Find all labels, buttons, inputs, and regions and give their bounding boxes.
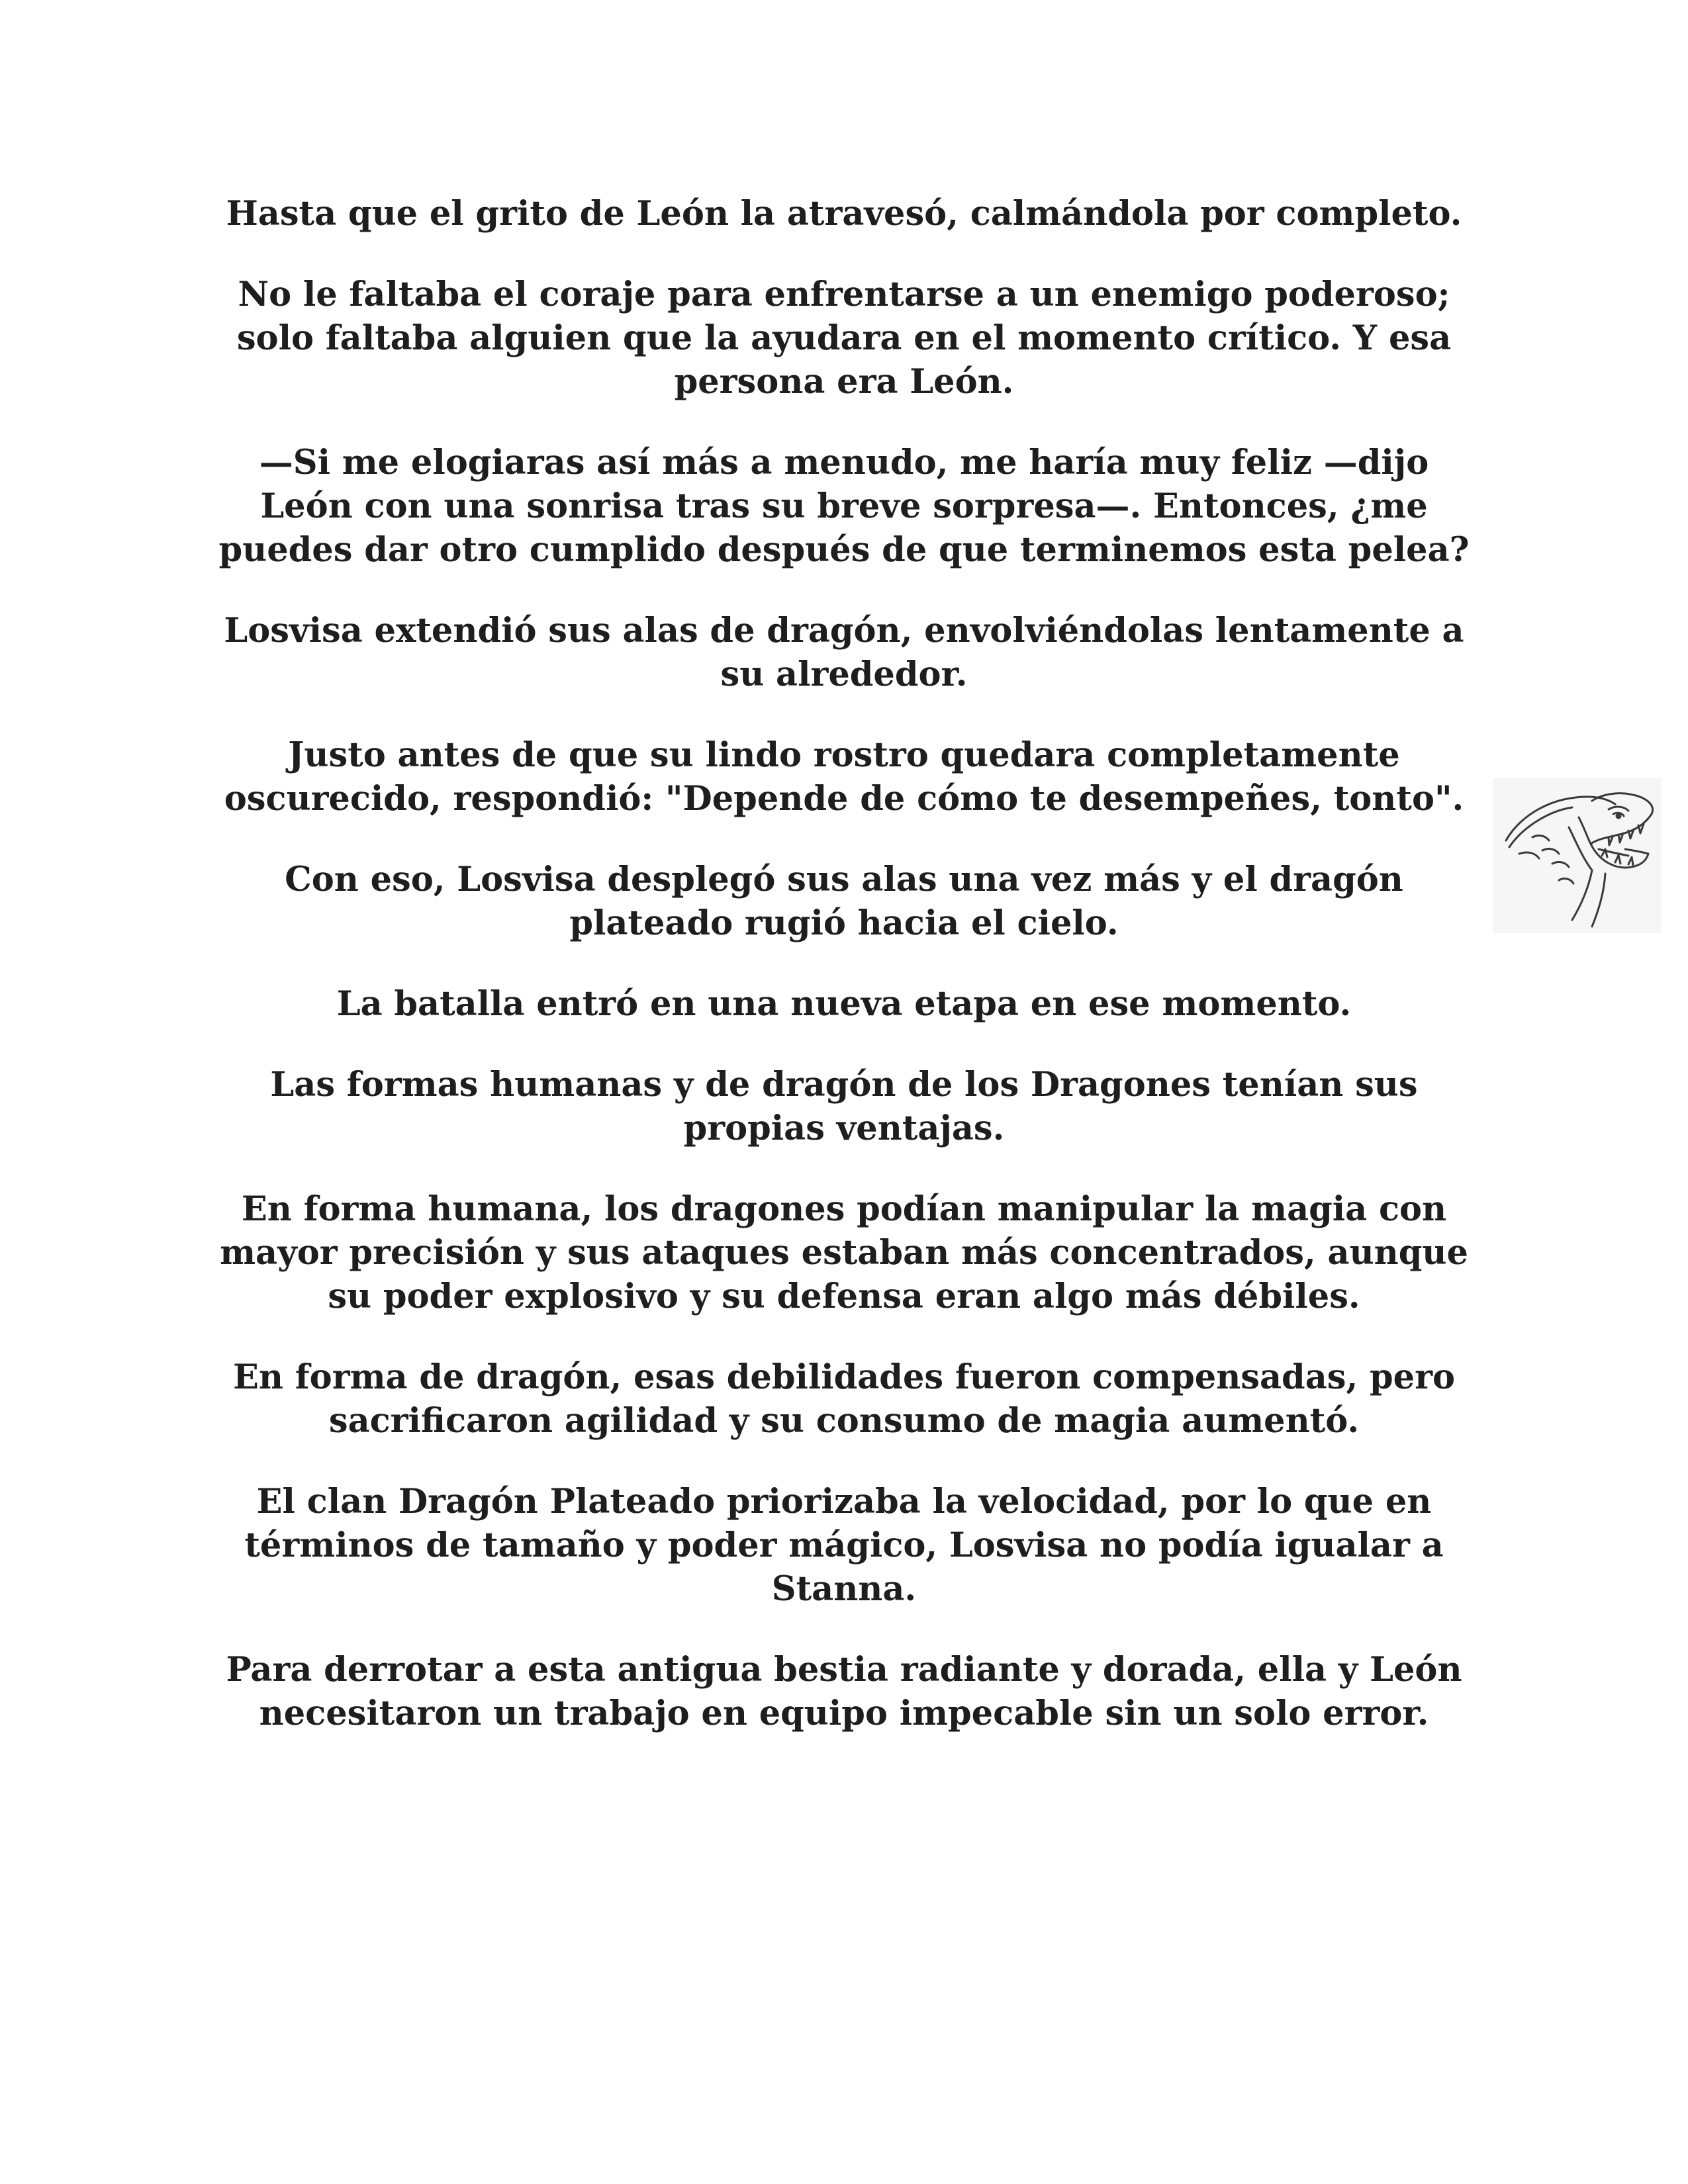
- paragraph: En forma de dragón, esas debilidades fueron compensadas, pero sacrificaron agilidad y su consumo de magia aumentó.: [233, 1357, 1455, 1441]
- paragraph: Hasta que el grito de León la atravesó, calmándola por completo.: [226, 194, 1462, 234]
- paragraph: La batalla entró en una nueva etapa en ese momento.: [336, 984, 1352, 1024]
- paragraph: Con eso, Losvisa desplegó sus alas una vez más y el dragón plateado rugió hacia el cielo.: [285, 860, 1403, 943]
- dragon-head-sketch-icon: [1493, 778, 1662, 933]
- paragraph: En forma humana, los dragones podían manipular la magia con mayor precisión y sus ataques estaban más concentrados, aunque su poder explosivo y su defensa eran algo más débiles.: [220, 1189, 1468, 1316]
- story-text: [218, 192, 1470, 1772]
- paragraph: No le faltaba el coraje para enfrentarse a un enemigo poderoso; solo faltaba alguien que la ayudara en el momento crítico. Y esa persona era León.: [236, 275, 1452, 402]
- paragraph: Para derrotar a esta antigua bestia radiante y dorada, ella y León necesitaron un trabajo en equipo impecable sin un solo error.: [226, 1650, 1462, 1733]
- paragraph: El clan Dragón Plateado priorizaba la velocidad, por lo que en términos de tamaño y poder mágico, Losvisa no podía igualar a Stanna.: [244, 1482, 1444, 1609]
- paragraph: Justo antes de que su lindo rostro quedara completamente oscurecido, respondió: "Depende de cómo te desempeñes, tonto".: [224, 735, 1464, 819]
- paragraph: —Si me elogiaras así más a menudo, me haría muy feliz —dijo León con una sonrisa tras su breve sorpresa—. Entonces, ¿me puedes dar otro cumplido después de que terminemos esta pelea?: [218, 443, 1470, 570]
- paragraph: Losvisa extendió sus alas de dragón, envolviéndolas lentamente a su alrededor.: [224, 611, 1464, 694]
- paragraph: Las formas humanas y de dragón de los Dragones tenían sus propias ventajas.: [270, 1065, 1418, 1148]
